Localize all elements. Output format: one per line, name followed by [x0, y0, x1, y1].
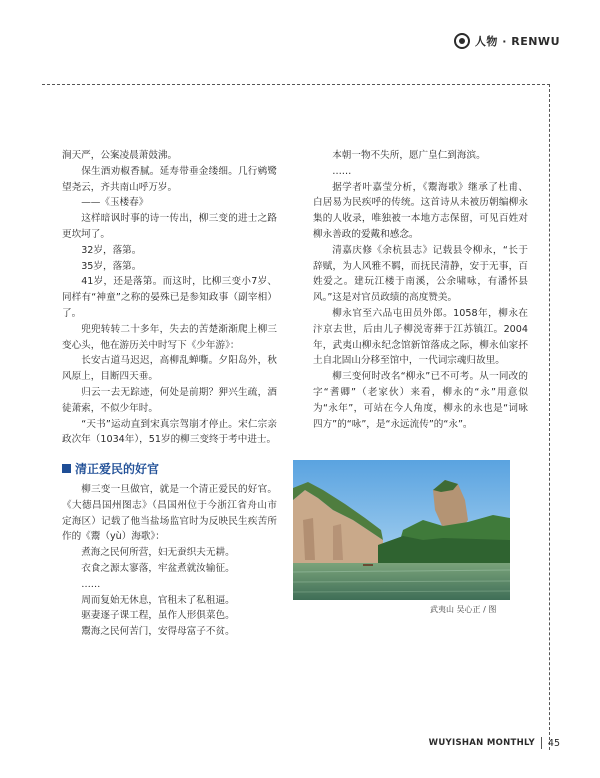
paragraph: ——《玉楼春》: [81, 197, 149, 209]
poem-line: 衣食之源太寥落，牢盆煮就汝输征。: [81, 562, 235, 574]
lower-left-column: [62, 482, 277, 640]
page-number: 45: [547, 737, 560, 749]
landscape-photo: [293, 460, 510, 600]
subheading-text: 清正爱民的好官: [75, 462, 160, 476]
paragraph: 柳三变一旦做官，就是一个清正爱民的好官。《大德昌国州图志》（昌国州位于今浙江省舟山市定海区）记载了他当盐场监官时为反映民生疾苦所作的《鬻（yù）海歌》：: [62, 484, 277, 543]
poem-line: 鬻海之民何苦门，安得母富子不贫。: [81, 626, 235, 638]
poem-line: ……: [81, 578, 101, 590]
footer-divider: [541, 737, 542, 749]
right-column: [313, 148, 528, 432]
paragraph: 清嘉庆修《余杭县志》记载县令柳永，“长于辞赋，为人风雅不羁，而抚民清静，安于无事，百姓爱之。建玩江楼于南溪，公余啸咏，有潘怀县风。”这是对官员政绩的高度赞美。: [313, 244, 528, 304]
section-header: [454, 33, 560, 49]
paragraph: 32岁，落第。: [81, 244, 142, 256]
paragraph: 据学者叶嘉莹分析，《鬻海歌》继承了杜甫、白居易为民疾呼的传统。这首诗从未被历朝编柳永集的人收录，唯独被一本地方志保留，可见百姓对柳永善政的爱戴和感念。: [313, 181, 528, 240]
paragraph: 本朝一物不失所，愿广皇仁到海滨。: [332, 150, 486, 161]
paragraph: 长安古道马迟迟，高柳乱蝉嘶。夕阳岛外，秋风原上，目断四天垂。: [62, 355, 277, 383]
paragraph: 归云一去无踪迹，何处是前期？狎兴生疏，酒徒萧索，不似少年时。: [62, 386, 277, 414]
paragraph: 这样暗讽时事的诗一传出，柳三变的进士之路更坎坷了。: [62, 213, 277, 240]
paragraph: 35岁，落第。: [81, 260, 142, 272]
paragraph: “天书”运动直到宋真宗驾崩才停止。宋仁宗亲政次年（1034年），51岁的柳三变终于考中进士。: [62, 418, 277, 446]
paragraph: ……: [332, 165, 352, 177]
paragraph: 41岁，还是落第。而这时，比柳三变小7岁、同样有“神童”之称的晏殊已是参知政事（副宰相）了。: [62, 276, 277, 319]
paragraph: 涧天严，公案凌晨萧鼓沸。: [62, 150, 178, 161]
section-label: 人物 · RENWU: [474, 35, 560, 48]
paragraph: 保生酒劝椒香腻。延寿带垂金缕细。几行鹓鹭望尧云，齐共南山呼万岁。: [62, 165, 277, 193]
photo-caption: 武夷山 吴心正 / 图: [430, 605, 497, 614]
paragraph: 柳永官至六品屯田员外郎。1058年，柳永在汴京去世，后由儿子柳涚寄葬于江苏镇江。2004年，武夷山柳永纪念馆新馆落成之际，柳永仙家抔土自北固山分移至馆中，一代词宗魂归故里。: [313, 307, 528, 367]
poem-line: 周而复始无休息，官租未了私租逼。: [81, 594, 235, 606]
page-footer: [429, 737, 560, 749]
paragraph: 柳三变何时改名“柳永”已不可考。从一同改的字“耆卿”（老家伙）来看，柳永的“永”用意似为“永年”，可站在今人角度，柳永的永也是“词咏四方”的“咏”，是“永远流传”的“永”。: [313, 371, 528, 430]
magazine-name: WUYISHAN MONTHLY: [428, 738, 535, 748]
poem-line: 煮海之民何所营，妇无蚕织夫无耕。: [81, 547, 235, 559]
magazine-logo-icon: [454, 33, 470, 49]
left-column: [62, 148, 277, 448]
section-subheading: [62, 460, 277, 477]
mountain-river-image: [293, 460, 510, 600]
square-bullet-icon: [62, 464, 71, 473]
poem-line: 驱妻逐子课工程，虽作人形俱菜色。: [81, 610, 235, 622]
paragraph: 兜兜转转二十多年，失去的苦楚渐渐爬上柳三变心头，他在游历关中时写下《少年游》：: [62, 323, 277, 351]
